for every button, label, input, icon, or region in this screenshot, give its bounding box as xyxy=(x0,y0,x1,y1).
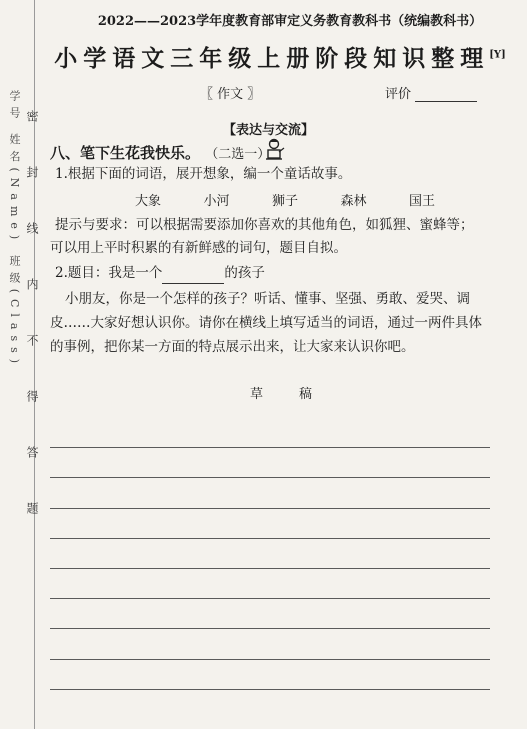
writing-line[interactable] xyxy=(50,660,490,690)
draft-title: 草稿 xyxy=(250,387,349,402)
prompt-1: 1.根据下面的词语，展开想象，编一个童话故事。 xyxy=(55,166,352,182)
writing-line[interactable] xyxy=(50,418,490,448)
prompt-2-blank[interactable] xyxy=(162,270,224,284)
para2-line-2: 皮……大家好想认识你。请你在横线上填写适当的词语，通过一两件具体 xyxy=(50,315,482,331)
prompt-2-prefix: 2.题目：我是一个 xyxy=(55,265,163,281)
page-title-text: 小学语文三年级上册阶段知识整理 xyxy=(54,45,490,72)
word-list xyxy=(135,190,435,209)
question-title-text: 八、笔下生花我快乐。 xyxy=(50,144,201,162)
writing-line[interactable] xyxy=(50,629,490,659)
word-item: 森林 xyxy=(340,194,367,209)
page-title xyxy=(40,40,520,73)
word-item: 小河 xyxy=(203,194,230,209)
para2-line-3: 的事例，把你某一方面的特点展示出来，让大家来认识你吧。 xyxy=(50,339,415,355)
word-item: 大象 xyxy=(135,194,162,209)
rating-label: 评价 xyxy=(385,87,412,102)
prompt-2 xyxy=(55,262,495,284)
word-item: 国王 xyxy=(408,194,435,209)
writing-line[interactable] xyxy=(50,448,490,478)
writing-line[interactable] xyxy=(50,539,490,569)
prompt-2-suffix: 的孩子 xyxy=(224,265,265,281)
rating-blank[interactable] xyxy=(415,89,477,102)
para2-line-1: 小朋友，你是一个怎样的孩子？听话、懂事、坚强、勇敢、爱哭、调 xyxy=(65,291,470,307)
hint-line-2: 可以用上平时积累的有新鲜感的词句，题目自拟。 xyxy=(50,240,347,256)
section-subheading: 【表达与交流】 xyxy=(223,123,315,138)
question-title xyxy=(50,142,270,163)
writing-kid-icon xyxy=(262,138,286,162)
seal-line-text: 密封线内不得答题 xyxy=(25,110,39,558)
writing-line[interactable] xyxy=(50,569,490,599)
writing-line[interactable] xyxy=(50,509,490,539)
rating-field xyxy=(385,83,477,102)
question-note: （二选一） xyxy=(205,147,271,162)
word-item: 狮子 xyxy=(271,194,298,209)
student-info-margin: 学号 姓名(Name) 班级(Class) xyxy=(8,90,21,370)
hint-line-1: 提示与要求：可以根据需要添加你喜欢的其他角色，如狐狸、蜜蜂等； xyxy=(55,217,474,233)
section-tag: 〖 作文 〗 xyxy=(200,87,261,102)
edition-tag: [Y] xyxy=(489,49,506,61)
writing-lines[interactable] xyxy=(50,418,490,690)
writing-line[interactable] xyxy=(50,478,490,508)
textbook-caption: 2022——2023学年度教育部审定义务教育教科书（统编教科书） xyxy=(97,14,483,29)
writing-line[interactable] xyxy=(50,599,490,629)
